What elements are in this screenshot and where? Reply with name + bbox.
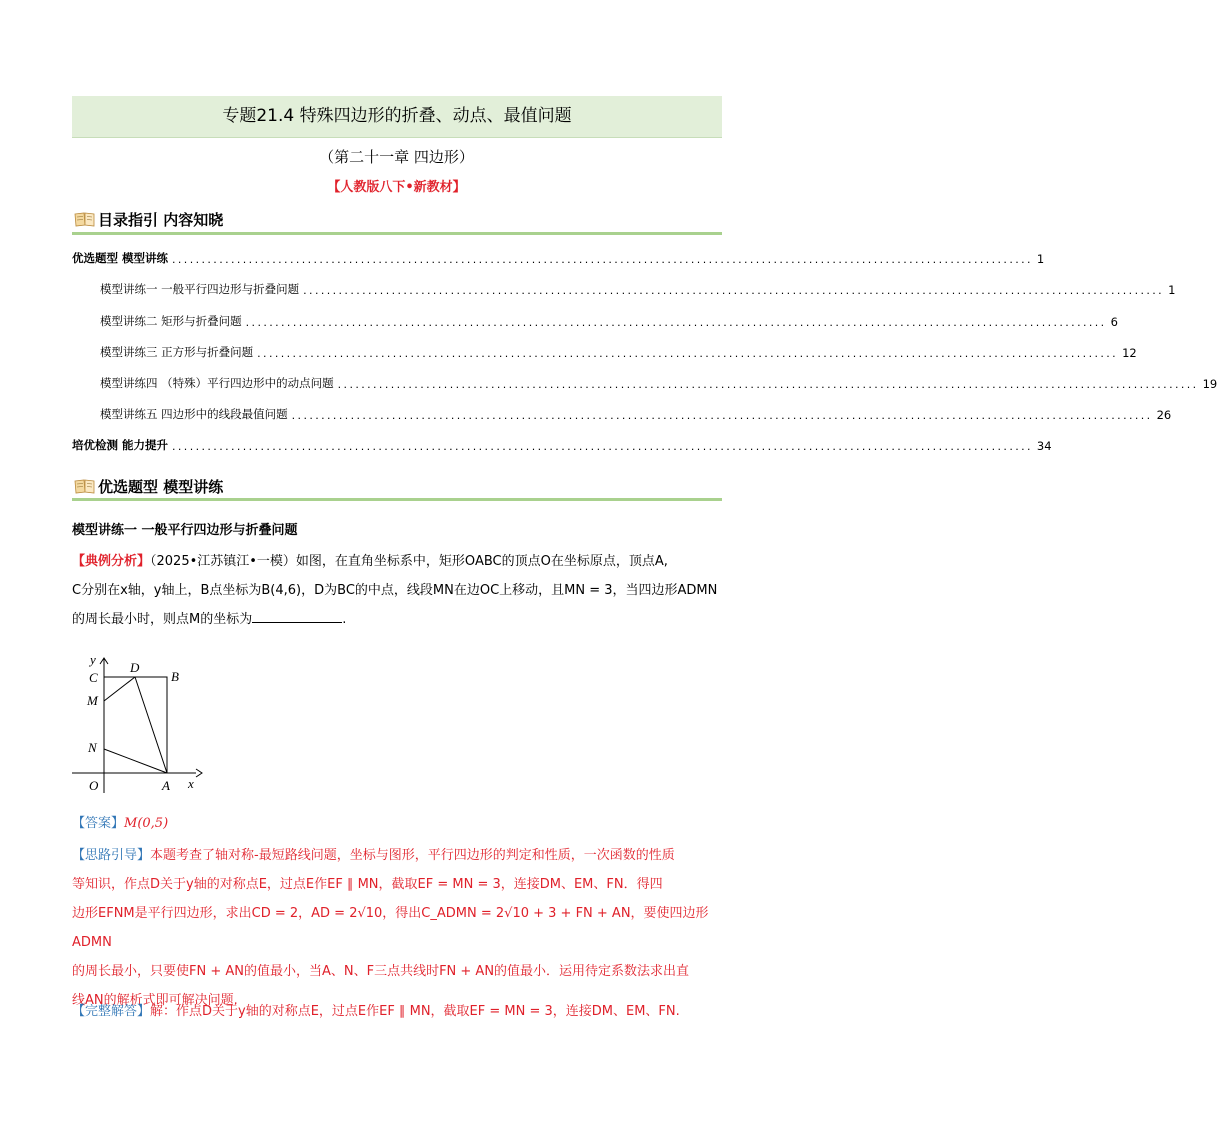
toc-entry-label: 模型讲练一 一般平行四边形与折叠问题 (100, 282, 300, 296)
toc-entry[interactable] (72, 435, 1052, 453)
toc-entry[interactable] (72, 248, 1045, 266)
label-B: B (171, 669, 179, 684)
toc-entry-label: 优选题型 模型讲练 (72, 251, 169, 265)
example-line-1 (72, 547, 722, 576)
answer-blank[interactable] (252, 608, 342, 623)
toc-entry[interactable] (100, 373, 1217, 391)
toc-entry-label: 模型讲练三 正方形与折叠问题 (100, 345, 254, 359)
toc-leader: .................................................................................................................................................. (303, 284, 1165, 297)
segment-DM (104, 677, 135, 701)
geometry-figure (68, 650, 208, 795)
toc-entry[interactable] (100, 404, 1172, 422)
example-text-3: 的周长最小时，则点M的坐标为 (72, 612, 253, 627)
chapter-subtitle: （第二十一章 四边形） (319, 148, 474, 166)
guide-line-1 (72, 841, 722, 870)
guide-block (72, 841, 722, 1015)
toc-entry-label: 模型讲练五 四边形中的线段最值问题 (100, 407, 288, 421)
toc-entry-label: 模型讲练二 矩形与折叠问题 (100, 314, 242, 328)
toc-entry-page: 19 (1202, 377, 1217, 391)
example-problem (72, 547, 722, 634)
solution-block (72, 997, 722, 1026)
example-text-1: （2025•江苏镇江•一模）如图，在直角坐标系中，矩形OABC的顶点O在坐标原点，顶点A, (150, 554, 668, 569)
toc-entry-page: 34 (1036, 439, 1052, 453)
label-x: x (188, 776, 194, 791)
answer-line (72, 809, 722, 838)
toc-entry-page: 6 (1110, 315, 1118, 329)
label-y: y (90, 652, 96, 667)
label-N: N (88, 740, 97, 755)
toc-entry-page: 12 (1122, 346, 1137, 360)
solution-tag: 【完整解答】 (72, 1004, 151, 1019)
section-heading-text: 优选题型 模型讲练 (98, 477, 224, 496)
answer-value: M(0,5) (124, 816, 169, 831)
toc-heading (74, 207, 223, 231)
guide-line-4: 的周长最小，只要使FN + AN的值最小，当A、N、F三点共线时FN + AN的值最小．运用待定系数法求出直 (72, 964, 690, 979)
toc-leader: .................................................................................................................................................. (291, 409, 1153, 422)
label-C: C (89, 670, 98, 685)
solution-text-1: 解：作点D关于y轴的对称点E，过点E作EF ∥ MN，截取EF = MN = 3，连接DM、EM、FN. (150, 1004, 680, 1019)
example-line-2: C分别在x轴，y轴上，B点坐标为B(4,6)，D为BC的中点，线段MN在边OC上移动，且MN = 3，当四边形ADMN (72, 583, 718, 598)
toc-entry-page: 1 (1036, 252, 1045, 266)
toc-entry-page: 26 (1156, 408, 1172, 422)
segment-NA (104, 749, 167, 773)
guide-text-1: 本题考查了轴对称-最短路线问题，坐标与图形，平行四边形的判定和性质，一次函数的性质 (150, 848, 675, 863)
label-M: M (87, 693, 98, 708)
toc-entry-label: 培优检测 能力提升 (72, 438, 169, 452)
toc-entry-label: 模型讲练四 （特殊）平行四边形中的动点问题 (100, 376, 334, 390)
x-axis-arrow (196, 769, 202, 777)
toc-leader: .................................................................................................................................................. (245, 316, 1107, 329)
model-subheading: 模型讲练一 一般平行四边形与折叠问题 (72, 523, 298, 538)
toc-entry[interactable] (100, 311, 1118, 329)
answer-tag: 【答案】 (72, 816, 125, 831)
label-A: A (162, 778, 170, 793)
toc-leader: .................................................................................................................................................. (337, 378, 1199, 391)
example-line-3 (72, 605, 722, 634)
toc-heading-text: 目录指引 内容知晓 (98, 210, 224, 229)
book-icon (74, 478, 96, 494)
segment-DA (135, 677, 167, 773)
toc-leader: .................................................................................................................................................. (257, 347, 1119, 360)
edition-label: 【人教版八下•新教材】 (327, 180, 466, 195)
toc-entry[interactable] (100, 279, 1176, 297)
guide-tag: 【思路引导】 (72, 848, 151, 863)
toc-entry[interactable] (100, 342, 1137, 360)
toc-leader: .................................................................................................................................................. (172, 440, 1033, 453)
guide-line-2: 等知识，作点D关于y轴的对称点E，过点E作EF ∥ MN，截取EF = MN = 3，连接DM、EM、FN．得四 (72, 877, 663, 892)
guide-line-3: 边形EFNM是平行四边形，求出CD = 2，AD = 2√10，得出C_ADMN = 2√10 + 3 + FN + AN，要使四边形ADMN (72, 906, 709, 950)
label-O: O (89, 778, 99, 793)
section-heading (74, 474, 223, 498)
toc-entry-page: 1 (1168, 283, 1176, 297)
example-tag: 【典例分析】 (72, 554, 151, 569)
toc-leader: .................................................................................................................................................. (172, 253, 1033, 266)
toc-divider (72, 232, 722, 235)
example-line-3-end: . (342, 612, 347, 627)
label-D: D (130, 660, 140, 675)
book-icon (74, 211, 96, 227)
section-divider (72, 498, 722, 501)
guide-line-5: 线AN的解析式即可解决问题. (72, 993, 238, 1008)
rectangle-OABC (104, 677, 167, 773)
page-title: 专题21.4 特殊四边形的折叠、动点、最值问题 (222, 106, 572, 126)
title-banner (72, 96, 722, 138)
